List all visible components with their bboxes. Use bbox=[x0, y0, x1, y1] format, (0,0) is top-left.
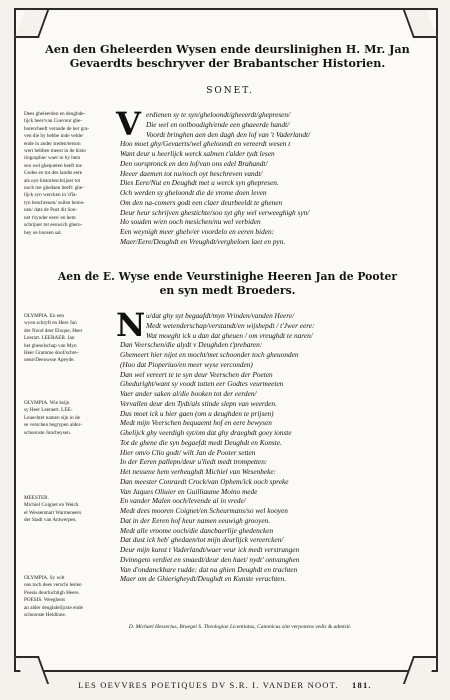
side-note-line: als oye historieschrijuer tot bbox=[24, 177, 81, 184]
side-note-line: OLYMPIA. Wie ksijn bbox=[24, 400, 70, 406]
side-note-line: tyn beschreuen/ suilen betoo- bbox=[24, 199, 85, 206]
poem-line: Een weynigh meer ghelv/er voordelo en eeren biden: bbox=[120, 227, 275, 236]
page-number: 181. bbox=[352, 680, 372, 690]
section-title bbox=[30, 270, 425, 298]
poem-line: Dus moet ick u hier gaen (om u deughden te prijsen) bbox=[120, 408, 274, 418]
side-note-olympia-1 bbox=[24, 313, 116, 365]
sonnet-body bbox=[120, 110, 425, 247]
poem-line: Vervallen deur den Tydt/als stinde slepn van weerden. bbox=[120, 398, 277, 408]
poem-line: Tot de ghene die syn begaefdt medt Deughdt en Konste. bbox=[120, 437, 282, 447]
poem-line: Maer om de Ghierigheydt/Deughdt en Kunste verachten. bbox=[120, 574, 286, 584]
poem-line: Van d'ondanckbare rudde: dat na ghien Deughdt en trachten bbox=[120, 564, 298, 574]
poem-line: Dat in der Eeren hof heur namen eeuwigh grooyen. bbox=[120, 515, 271, 525]
side-note-line: sy Heer Leeraert. LEE- bbox=[24, 407, 73, 414]
poem-line: u/dat ghy syt begaafdt/myn Vrinden/vanden Heere/ bbox=[146, 311, 295, 320]
poem-line: (Hoo dat Pioperiuo/en meer wyse verconden) bbox=[120, 359, 253, 369]
poem-line: Om den na-comers godt een claer deurbeeldt te ghenen bbox=[120, 197, 283, 207]
side-note-line: POESIS. Weeghens bbox=[24, 597, 65, 604]
side-note-line: boren/heeft veraude de ker gra- bbox=[24, 125, 90, 132]
side-note-sonnet bbox=[24, 111, 116, 237]
approbation-note: D. Michael Hesserius, Bruegel S. Theologiae Licentiatus, Canonicus sint verponens vedis & admisit. bbox=[128, 624, 352, 630]
side-note-line: noch toe ghedaen heeft: ghe- bbox=[24, 185, 84, 192]
side-note-line: ons toch dees verschi leslen bbox=[24, 582, 82, 589]
side-note-line: Dees gheleerden en deughde- bbox=[24, 111, 86, 117]
poem-line: Want deur u heerlijck werck salmen t'alder tydt lesen bbox=[120, 149, 275, 158]
poem-line: Dat dust ick heb' ghedaen/tot mijn deurlijck vereercken/ bbox=[120, 535, 284, 545]
side-note-line: uene/Deeuwsse Apeyde. bbox=[24, 357, 75, 364]
section-title-line: en syn medt Broeders. bbox=[159, 284, 296, 297]
side-note-line: lijck heer/van Cuevour ghe- bbox=[24, 118, 83, 125]
side-note-olympia-3 bbox=[24, 575, 116, 619]
header-title-line: Aen den Gheleerden Wysen ende deurslinighen H. Mr. Jan bbox=[45, 42, 410, 56]
side-note-meester bbox=[24, 495, 116, 525]
side-note-line: an alder deughdelijcste ende bbox=[24, 604, 83, 611]
poem-line: Dies Eere/Nut en Deughdt met u werck syn ghepresen. bbox=[120, 178, 279, 188]
sonnet-dropcap: V bbox=[116, 105, 141, 143]
side-note-line: riographie/ waer in hy hem bbox=[24, 155, 81, 162]
side-note-line: soo wel ghequeten heeft toe bbox=[24, 162, 82, 169]
poem-line: Hier om/o Clio godt/ wilt Jan de Pooter setten bbox=[120, 447, 256, 457]
poem-line: In der Eeren pallepn/deur u'liedt medt trompetten: bbox=[120, 457, 268, 467]
side-note-line: lijck syn wercken in 'd'la- bbox=[24, 192, 78, 199]
poem-line: Voordt bringhen aen den dagh den lof van 't Vaderlandt/ bbox=[146, 129, 311, 139]
side-note-line: el Wessenmart Warmeneers bbox=[24, 509, 82, 516]
poem-line: Medt mijn Veerschen bequaemt hof en eere bewysen bbox=[120, 418, 272, 428]
poem-line: Hoo moet ghy/Gevaerts/wel gheloondt en vereerdt wesen t bbox=[120, 139, 291, 149]
sonnet-label: SONET. bbox=[206, 86, 254, 96]
poem-line: Deur heur schrijven ghestichte/soo syt ghy wel verweeghigh syn/ bbox=[120, 207, 310, 217]
side-note-line: der Stadt van Antwerpen. bbox=[24, 517, 77, 524]
poem-line: Medt dees mooren Coignet/en Scheurmans/so wel kooyen bbox=[120, 506, 288, 515]
poem-line: Maer/Eere/Deughdt en Vreughdt/vergheloen laet en pyn. bbox=[120, 236, 286, 246]
poem-dropcap: N bbox=[116, 306, 146, 344]
poem-line: Medt alle vroome ooch/die dancbaerlije ghedencken bbox=[120, 525, 274, 535]
poem-line: Och werden sy gheloondt die de vrome doen leven bbox=[120, 188, 267, 197]
frame-corner bbox=[15, 10, 49, 38]
poem-line: Van Jaques Oliuier en Guilliaume Moino mede bbox=[120, 486, 258, 496]
poem-line: Dan wel vereert te te syn deur Veerschen der Poeten bbox=[120, 369, 273, 379]
poem-line: Die wel en oolboodigh/ende een ghaeerde handt/ bbox=[146, 119, 290, 129]
running-title: LES OEVVRES POETIQUES DV S.R. I. VANDER NOOT. bbox=[78, 680, 339, 690]
side-note-line: hey oe hoosen sal. bbox=[24, 229, 63, 236]
side-note-line: Michiel Coignet en Weich bbox=[24, 502, 79, 509]
poem-body bbox=[120, 311, 425, 584]
side-note-line: wyen schryft en Heer Jan bbox=[24, 320, 77, 327]
poem-line: Vaer ander saken al/die booken tot der eerden/ bbox=[120, 389, 257, 398]
poem-line: En vander Malen ooch/levende al in vrede/ bbox=[120, 496, 246, 506]
side-note-line: se verschen begrypen alder- bbox=[24, 422, 82, 429]
poem-line: Gheduright/want sy voodt totten eer Godtes veurmeeten bbox=[120, 379, 284, 389]
poem-line: Ghelijck ghy veerdigh syt/om dat ghy draeghdt goey ionste bbox=[120, 428, 292, 437]
header-title bbox=[30, 42, 425, 70]
side-note-olympia-2 bbox=[24, 400, 116, 437]
poem-line: Deur mijn kunst t Vaderlandt/waer veur ick medt verstrangen bbox=[120, 545, 300, 554]
poem-line: Het nessene hem verheughdt Michiel van Wesenbeke: bbox=[120, 467, 277, 476]
side-note-line: schrijuer tot eeuwich gheru- bbox=[24, 222, 83, 229]
running-footer bbox=[0, 680, 450, 690]
side-note-line: MEESTER. bbox=[24, 495, 49, 501]
header-title-line: Gevaerdts beschryver der Brabantscher Historien. bbox=[69, 56, 386, 70]
side-note-line: Heer Gramme doof/schre- bbox=[24, 350, 79, 357]
section-title-line: Aen de E. Wyse ende Veurstinighe Heeren Jan de Pooter bbox=[57, 270, 398, 283]
side-note-line: ven die hy hebbe inde velde/ bbox=[24, 133, 84, 140]
poem-line: Dan Veerschen/die alydt v Deughden t'prebaren: bbox=[120, 340, 263, 350]
poem-line: Dan meester Conraedt Crock/van Ophem/ick ooch spreke bbox=[120, 476, 289, 486]
side-note-line: Poesis deurluchtigh Heere. bbox=[24, 589, 80, 596]
side-note-line: Godes en tot des landts eere bbox=[24, 170, 83, 177]
poem-line: Dvinngeto verdiet en smaedt/deur den haet/ nydt' ontvanghen bbox=[120, 554, 300, 564]
side-note-line: nen/ dats de Poet dit Son- bbox=[24, 207, 78, 214]
side-note-line: der Nood deer Eloque, Heer bbox=[24, 327, 83, 334]
side-note-line: Leerart. LEERAER. Jan bbox=[24, 335, 75, 342]
poem-line: Ho souden w/en ooch mesichen/nu wel verbiden bbox=[120, 217, 261, 227]
side-note-line: OLYMPIA. En een bbox=[24, 313, 64, 319]
side-note-line: OLYMPIA. Sy wilt bbox=[24, 575, 65, 581]
side-note-line: net t'synder eere/ en hem bbox=[24, 214, 76, 221]
side-note-line: ende in ander steden/terson bbox=[24, 140, 81, 147]
poem-line: Heeer daemen tot nu/noch oyt beschreven vandt/ bbox=[120, 168, 263, 178]
side-note-line: wert hebben meest in de histo bbox=[24, 148, 86, 155]
side-note-line: schoonste Heldinne. bbox=[24, 612, 67, 619]
poem-line: Wat moeght ick u dan dat gheuen / om vreughdt te naren/ bbox=[146, 330, 313, 340]
frame-corner bbox=[403, 10, 437, 38]
side-note-line: schoonste Joncbeysen. bbox=[24, 429, 71, 436]
poem-line: Den oorspronck en den lof/van ons edel Brabandt/ bbox=[120, 158, 268, 168]
poem-line: Ghemeert hier nijet en mocht/met schoonder toch gheuonden bbox=[120, 350, 299, 359]
poem-line: erdienen sy te syn/gheloondt/gheeerdt/ghepresen/ bbox=[146, 110, 291, 119]
poem-line: Medt wetenderschap/verstandt/en wijshepdt / t'Jwer eere: bbox=[146, 320, 315, 330]
side-note-line: het gheselschap van Myn bbox=[24, 342, 77, 349]
side-note-line: Leuechtet namen sijn in de bbox=[24, 414, 80, 421]
